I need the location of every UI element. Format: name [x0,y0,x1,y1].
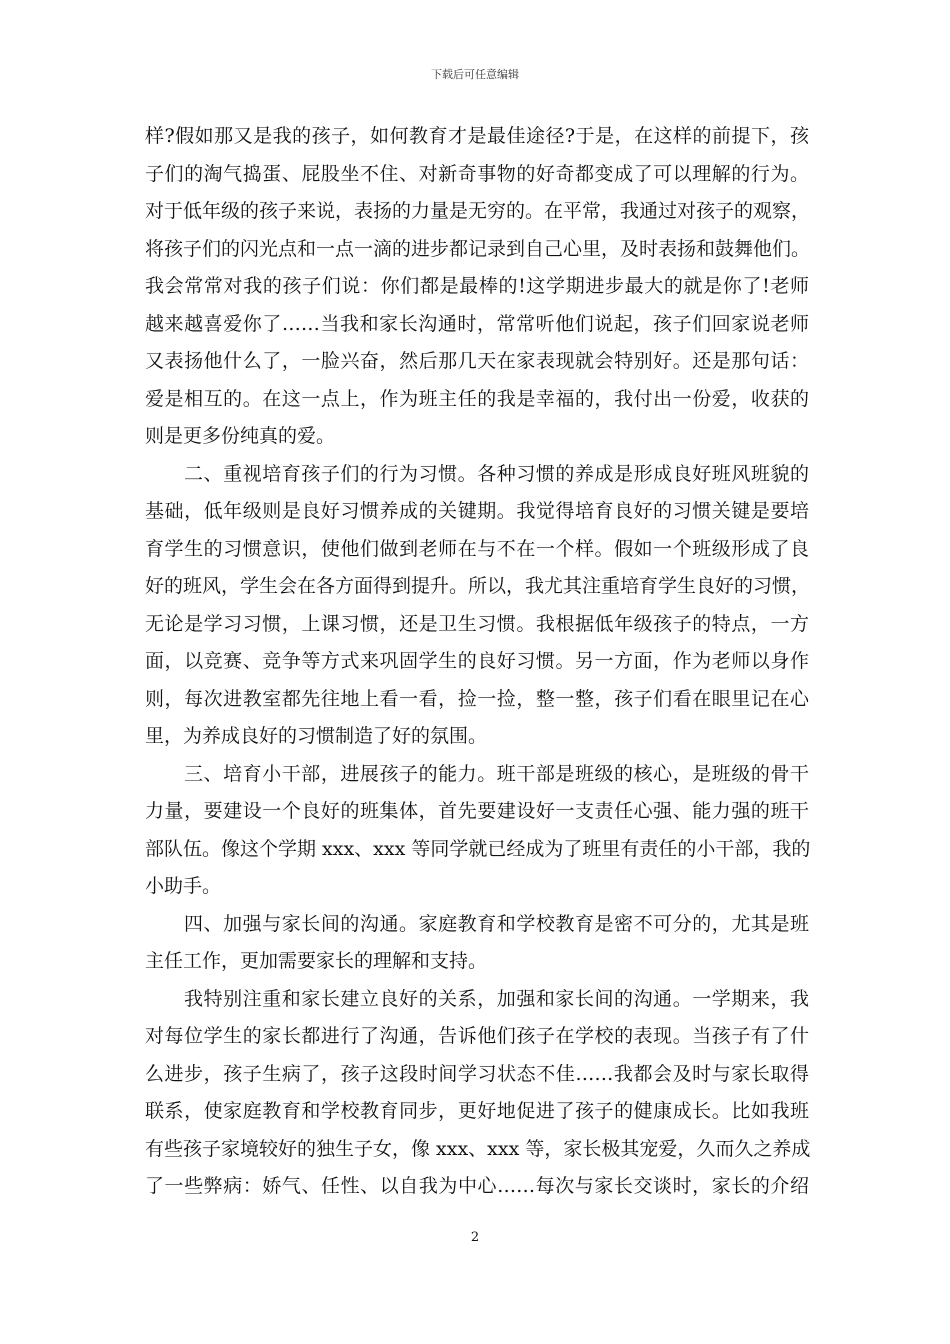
text-line: 么进步，孩子生病了，孩子这段时间学习状态不佳……我都会及时与家长取得 [145,1062,809,1085]
text-line: 好的班风，学生会在各方面得到提升。所以，我尤其注重培育学生良好的习惯， [145,575,811,597]
text-line: 又表扬他什么了，一脸兴奋，然后那几天在家表现就会特别好。还是那句话： [145,350,809,372]
text-line: 小助手。 [145,875,222,897]
text-line: 主任工作，更加需要家长的理解和支持。 [145,950,488,972]
text-line: 对于低年级的孩子来说，表扬的力量是无穷的。在平常，我通过对孩子的观察， [145,200,811,222]
text-line: 子们的淘气捣蛋、屁股坐不住、对新奇事物的好奇都变成了可以理解的行为。 [145,162,809,185]
text-line: 将孩子们的闪光点和一点一滴的进步都记录到自己心里，及时表扬和鼓舞他们。 [145,237,811,260]
section-heading-line: 三、培育小干部，进展孩子的能力。班干部是班级的核心，是班级的骨干 [184,762,809,785]
text-line: 则，每次进教室都先往地上看一看，捡一捡，整一整，孩子们看在眼里记在心 [145,687,809,710]
text-line: 我会常常对我的孩子们说：你们都是最棒的!这学期进步最大的就是你了!老师 [145,275,809,297]
page-header: 下载后可任意编辑 [431,68,519,81]
section-heading-line: 二、重视培育孩子们的行为习惯。各种习惯的养成是形成良好班风班貌的 [184,462,809,485]
document-body [145,118,809,1206]
text-line: 面，以竞赛、竞争等方式来巩固学生的良好习惯。另一方面，作为老师以身作 [145,650,809,672]
text-line: 部队伍。像这个学期 xxx、xxx 等同学就已经成为了班里有责任的小干部，我的 [145,837,811,860]
page-number: 2 [470,1230,480,1245]
text-line: 有些孩子家境较好的独生子女，像 xxx、xxx 等，家长极其宠爱，久而久之养成 [145,1137,811,1160]
text-line: 爱是相互的。在这一点上，作为班主任的我是幸福的，我付出一份爱，收获的 [145,387,809,410]
text-line: 了一些弊病：娇气、任性、以自我为中心……每次与家长交谈时，家长的介绍 [145,1175,809,1197]
text-line: 基础，低年级则是良好习惯养成的关键期。我觉得培育良好的习惯关键是要培 [145,500,809,522]
text-line: 育学生的习惯意识，使他们做到老师在与不在一个样。假如一个班级形成了良 [145,537,809,560]
text-line: 联系，使家庭教育和学校教育同步，更好地促进了孩子的健康成长。比如我班 [145,1100,809,1122]
text-line: 里，为养成良好的习惯制造了好的氛围。 [145,725,488,747]
text-line: 对每位学生的家长都进行了沟通，告诉他们孩子在学校的表现。当孩子有了什 [145,1025,809,1047]
paragraph-first-line: 我特别注重和家长建立良好的关系，加强和家长间的沟通。一学期来，我 [184,987,809,1010]
section-heading-line: 四、加强与家长间的沟通。家庭教育和学校教育是密不可分的，尤其是班 [184,912,809,935]
text-line: 则是更多份纯真的爱。 [145,425,336,447]
text-line: 越来越喜爱你了……当我和家长沟通时，常常听他们说起，孩子们回家说老师 [145,312,809,335]
text-line: 无论是学习习惯，上课习惯，还是卫生习惯。我根据低年级孩子的特点，一方 [145,612,809,635]
text-line: 样?假如那又是我的孩子，如何教育才是最佳途径?于是，在这样的前提下，孩 [145,125,809,147]
text-line: 力量，要建设一个良好的班集体，首先要建设好一支责任心强、能力强的班干 [145,800,809,822]
